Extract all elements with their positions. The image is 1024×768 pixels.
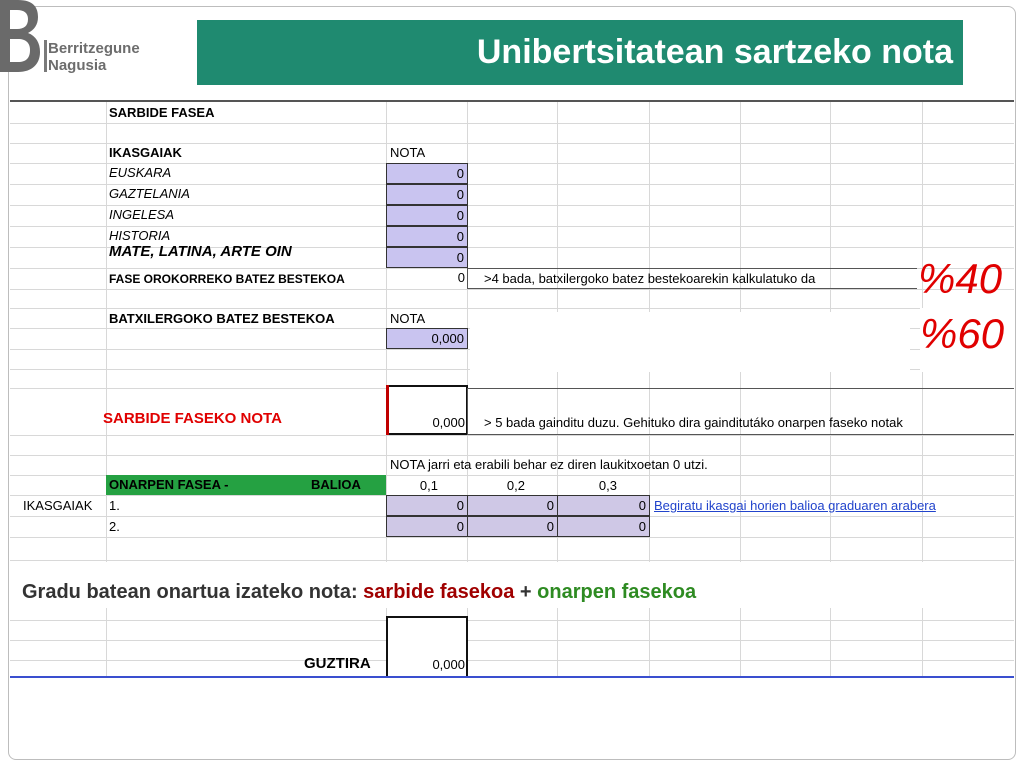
admission-phase-label: ONARPEN FASEA - xyxy=(109,477,229,492)
bach-avg-input[interactable]: 0,000 xyxy=(386,328,468,349)
admission-input-2-1[interactable]: 0 xyxy=(386,516,468,537)
grid-row xyxy=(10,620,1014,621)
general-avg-value: 0 xyxy=(457,270,465,285)
grade-input-mate[interactable]: 0 xyxy=(386,247,468,268)
grade-input-historia[interactable]: 0 xyxy=(386,226,468,247)
admission-instruction: NOTA jarri eta erabili behar ez diren laukitxoetan 0 utzi. xyxy=(390,457,708,472)
weight-2: 0,2 xyxy=(506,478,525,493)
formula-part2: onarpen fasekoa xyxy=(537,581,697,603)
admission-input-2-3[interactable]: 0 xyxy=(557,516,650,537)
admission-formula xyxy=(22,581,696,604)
admission-input-1-1[interactable]: 0 xyxy=(386,495,468,516)
general-avg-label: FASE OROKORREKO BATEZ BESTEKOA xyxy=(109,272,345,286)
total-value: 0,000 xyxy=(432,657,465,672)
subject-label-historia: HISTORIA xyxy=(109,228,171,243)
grid-row xyxy=(10,455,1014,456)
grade-input-euskara[interactable]: 0 xyxy=(386,163,468,184)
admission-row-label-2: 2. xyxy=(109,519,120,534)
formula-prefix: Gradu batean onartua izateko nota: xyxy=(22,581,364,603)
logo-divider xyxy=(44,40,47,72)
admission-row-label-1: 1. xyxy=(109,498,120,513)
access-grade-note: > 5 bada gainditu duzu. Gehituko dira gainditutáko onarpen faseko notak xyxy=(484,415,903,430)
admission-input-1-3[interactable]: 0 xyxy=(557,495,650,516)
access-grade-value: 0,000 xyxy=(432,415,465,430)
grid-row xyxy=(10,123,1014,124)
total-label: GUZTIRA xyxy=(304,655,371,672)
formula-part1: sarbide fasekoa xyxy=(363,581,515,603)
logo-text xyxy=(48,40,140,74)
grade-header: NOTA xyxy=(390,145,426,160)
access-phase-title: SARBIDE FASEA xyxy=(109,105,215,120)
grade-input-gaztelania[interactable]: 0 xyxy=(386,184,468,205)
grid-row xyxy=(10,660,1014,661)
weight-1: 0,1 xyxy=(419,478,438,493)
subjects-header: IKASGAIAK xyxy=(109,145,182,160)
grid-row xyxy=(10,143,1014,144)
grid-row xyxy=(10,163,1014,164)
percent-60: %60 xyxy=(920,310,1005,357)
grid-row xyxy=(10,560,1014,561)
grade-input-ingelesa[interactable]: 0 xyxy=(386,205,468,226)
blank-area xyxy=(470,312,910,372)
admission-value-label: BALIOA xyxy=(311,477,361,492)
subject-weights-link[interactable]: Begiratu ikasgai horien balioa graduaren arabera xyxy=(654,498,936,513)
access-grade-label: SARBIDE FASEKO NOTA xyxy=(103,410,282,427)
subject-label-euskara: EUSKARA xyxy=(109,165,172,180)
grid-row xyxy=(10,205,1014,206)
sheet-top-border xyxy=(10,100,1014,102)
sheet-bottom-border xyxy=(10,676,1014,678)
admission-input-2-2[interactable]: 0 xyxy=(467,516,558,537)
percent-40: %40 xyxy=(918,255,1003,302)
subject-label-gaztelania: GAZTELANIA xyxy=(109,186,190,201)
logo-line1: Berritzegune xyxy=(48,40,140,57)
admission-input-1-2[interactable]: 0 xyxy=(467,495,558,516)
grid-row xyxy=(10,226,1014,227)
grid-row xyxy=(10,308,1014,309)
subject-label-ingelesa: INGELESA xyxy=(109,207,175,222)
general-avg-note: >4 bada, batxilergoko batez bestekoarekin kalkulatuko da xyxy=(484,271,816,286)
grid-row xyxy=(10,537,1014,538)
logo-b-icon xyxy=(0,0,40,72)
admission-phase-header xyxy=(106,475,386,495)
page-title: Unibertsitatean sartzeko nota xyxy=(197,20,963,85)
bach-avg-label: BATXILERGOKO BATEZ BESTEKOA xyxy=(109,311,335,326)
grid-row xyxy=(10,289,1014,290)
formula-plus: + xyxy=(514,581,538,603)
weight-3: 0,3 xyxy=(598,478,617,493)
grid-row xyxy=(10,435,1014,436)
logo-line2: Nagusia xyxy=(48,57,107,74)
grid-row xyxy=(10,640,1014,641)
bach-grade-header: NOTA xyxy=(390,311,426,326)
admission-subjects-label: IKASGAIAK xyxy=(23,498,93,513)
grid-row xyxy=(10,184,1014,185)
subject-label-mate: MATE, LATINA, ARTE OIN xyxy=(109,243,292,260)
